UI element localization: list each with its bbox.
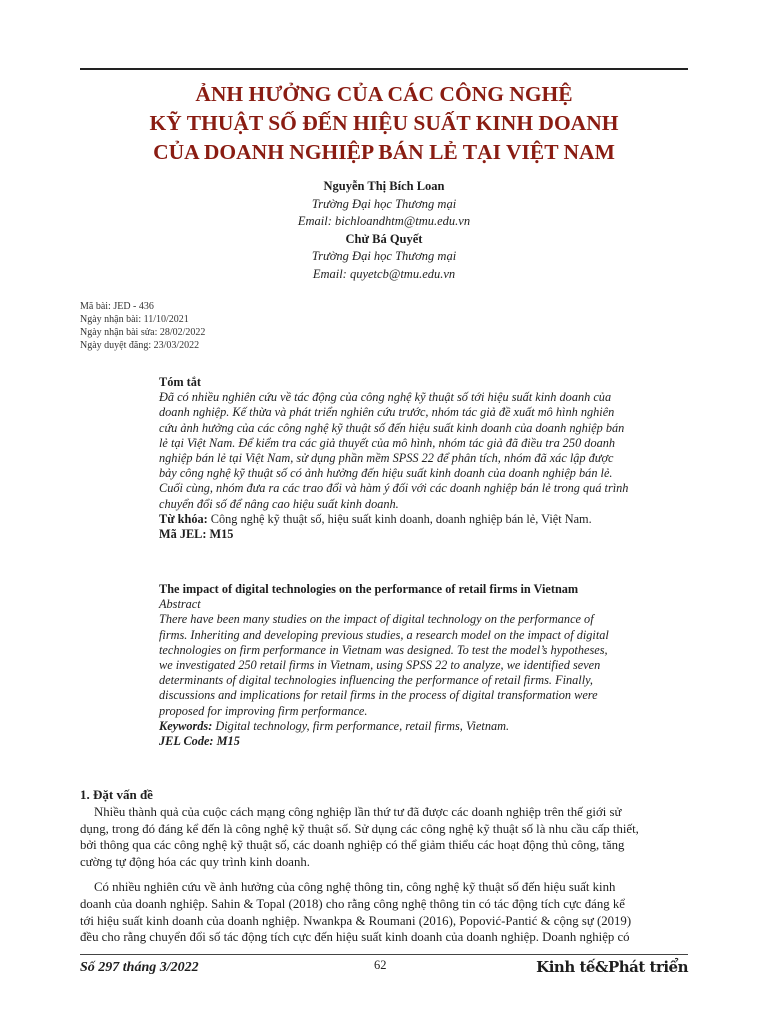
abstract-line: determinants of digital technologies influencing the performance of retail firms. Finally,: [159, 673, 593, 688]
abstract-heading: Tóm tắt: [159, 375, 202, 389]
author-block: [80, 178, 688, 283]
keywords-text: Digital technology, firm performance, retail firms, Vietnam.: [212, 718, 510, 733]
jel-code: Mã JEL: M15: [159, 527, 234, 542]
body-line: đều cho rằng chuyển đổi số tác động tích cực đến hiệu suất kinh doanh của doanh nghiệp. Doanh nghiệp có: [80, 930, 630, 945]
body-line: tới hiệu suất kinh doanh của doanh nghiệp. Nwankpa & Roumani (2016), Popović-Pantić & cộng sự (2019): [80, 913, 632, 928]
meta-code: Mã bài: JED - 436: [80, 301, 154, 312]
section-title: 1. Đặt vấn đề: [80, 787, 153, 802]
abstract-line: bảy công nghệ kỹ thuật số có ảnh hưởng đến hiệu suất kinh doanh của doanh nghiệp bán lẻ.: [159, 466, 613, 481]
abstract-line: discussions and implications for retail firms in the process of digital transformation were: [159, 688, 598, 703]
english-abstract: [159, 582, 687, 749]
meta-received: Ngày nhận bài: 11/10/2021: [80, 314, 189, 325]
author-name: Nguyễn Thị Bích Loan: [323, 179, 445, 193]
body-line: cường tự động hóa các quy trình kinh doanh.: [80, 854, 310, 869]
english-title: The impact of digital technologies on the performance of retail firms in Vietnam: [159, 582, 579, 596]
title-line: CỦA DOANH NGHIỆP BÁN LẺ TẠI VIỆT NAM: [153, 140, 615, 164]
abstract-line: we investigated 250 retail firms in Vietnam, using SPSS 22 to analyze, we identified seven: [159, 658, 601, 673]
page-number: 62: [374, 958, 387, 972]
article-title: [80, 80, 688, 167]
meta-accepted: Ngày duyệt đăng: 23/03/2022: [80, 340, 200, 351]
title-line: KỸ THUẬT SỐ ĐẾN HIỆU SUẤT KINH DOANH: [149, 111, 619, 135]
keywords-line: [159, 512, 687, 527]
abstract-line: lẻ tại Việt Nam. Để kiểm tra các giả thuyết của mô hình, nhóm tác giả đã điều tra 250 doanh: [159, 435, 616, 450]
top-rule: [80, 68, 688, 70]
abstract-line: technologies on firm performance in Vietnam was designed. To test the model’s hypotheses,: [159, 642, 608, 657]
keywords-label: Từ khóa:: [159, 511, 208, 526]
abstract-line: Cuối cùng, nhóm đưa ra các trao đổi và hàm ý đối với các doanh nghiệp bán lẻ trong quá trình: [159, 481, 629, 496]
author-affiliation: Trường Đại học Thương mại: [311, 196, 457, 211]
author-email: Email: bichloandhtm@tmu.edu.vn: [297, 214, 471, 228]
vietnamese-abstract: [159, 375, 687, 542]
body-text: [80, 804, 688, 946]
keywords-text: Công nghệ kỹ thuật số, hiệu suất kinh doanh, doanh nghiệp bán lẻ, Việt Nam.: [207, 511, 592, 526]
abstract-line: firms. Inheriting and developing previous studies, a research model on the impact of digital: [159, 627, 609, 642]
body-line: bởi thông qua các công nghệ kỹ thuật số, các doanh nghiệp có thể giảm thiểu các hoạt động thủ công, tăng: [80, 838, 625, 853]
abstract-line: Đã có nhiều nghiên cứu về tác động của công nghệ kỹ thuật số tới hiệu suất kinh doanh của: [159, 390, 612, 405]
author-affiliation: Trường Đại học Thương mại: [311, 249, 457, 263]
article-meta: [80, 300, 205, 352]
abstract-label: Abstract: [159, 597, 201, 612]
abstract-line: cứu ảnh hưởng của các công nghệ kỹ thuật số đến hiệu suất kinh doanh của doanh nghiệp bán: [159, 420, 625, 435]
issue-label: Số 297 tháng 3/2022: [80, 960, 199, 975]
abstract-line: nghiệp bán lẻ tại Việt Nam, sử dụng phần mềm SPSS 22 để phân tích, nhóm đã xác lập được: [159, 451, 614, 466]
author-email: Email: quyetcb@tmu.edu.vn: [312, 266, 456, 281]
abstract-line: There have been many studies on the impact of digital technology on the performance of: [159, 612, 594, 627]
title-line: ẢNH HƯỞNG CỦA CÁC CÔNG NGHỆ: [195, 82, 573, 106]
author-name: Chử Bá Quyết: [345, 231, 423, 246]
jel-code: JEL Code: M15: [159, 734, 240, 749]
body-line: Có nhiều nghiên cứu về ảnh hưởng của công nghệ thông tin, công nghệ kỹ thuật số đến hiệu suất kinh: [94, 880, 616, 895]
abstract-text: [159, 390, 687, 512]
abstract-line: doanh nghiệp. Kế thừa và phát triển nghiên cứu trước, nhóm tác giả đề xuất mô hình nghiên: [159, 405, 615, 420]
footer-rule: [80, 954, 688, 955]
body-line: dụng, trong đó đáng kể đến là công nghệ kỹ thuật số. Sử dụng các công nghệ kỹ thuật số là nhu cầu cấp thiết,: [80, 821, 639, 836]
body-line: Nhiều thành quả của cuộc cách mạng công nghiệp lần thứ tư đã được các doanh nghiệp trên thế giới sử: [94, 805, 622, 819]
journal-name: Kinh tế&Phát triển: [536, 958, 688, 976]
abstract-line: proposed for improving firm performance.: [159, 703, 368, 718]
abstract-line: chuyển đổi số để nâng cao hiệu suất kinh doanh.: [159, 496, 399, 511]
meta-revised: Ngày nhận bài sửa: 28/02/2022: [80, 327, 206, 338]
keywords-label: Keywords:: [159, 718, 213, 733]
abstract-text: [159, 612, 687, 718]
keywords-line: [159, 719, 687, 734]
body-line: doanh của doanh nghiệp. Sahin & Topal (2018) cho rằng công nghệ thông tin có tác động tích cực đáng kể: [80, 896, 625, 911]
